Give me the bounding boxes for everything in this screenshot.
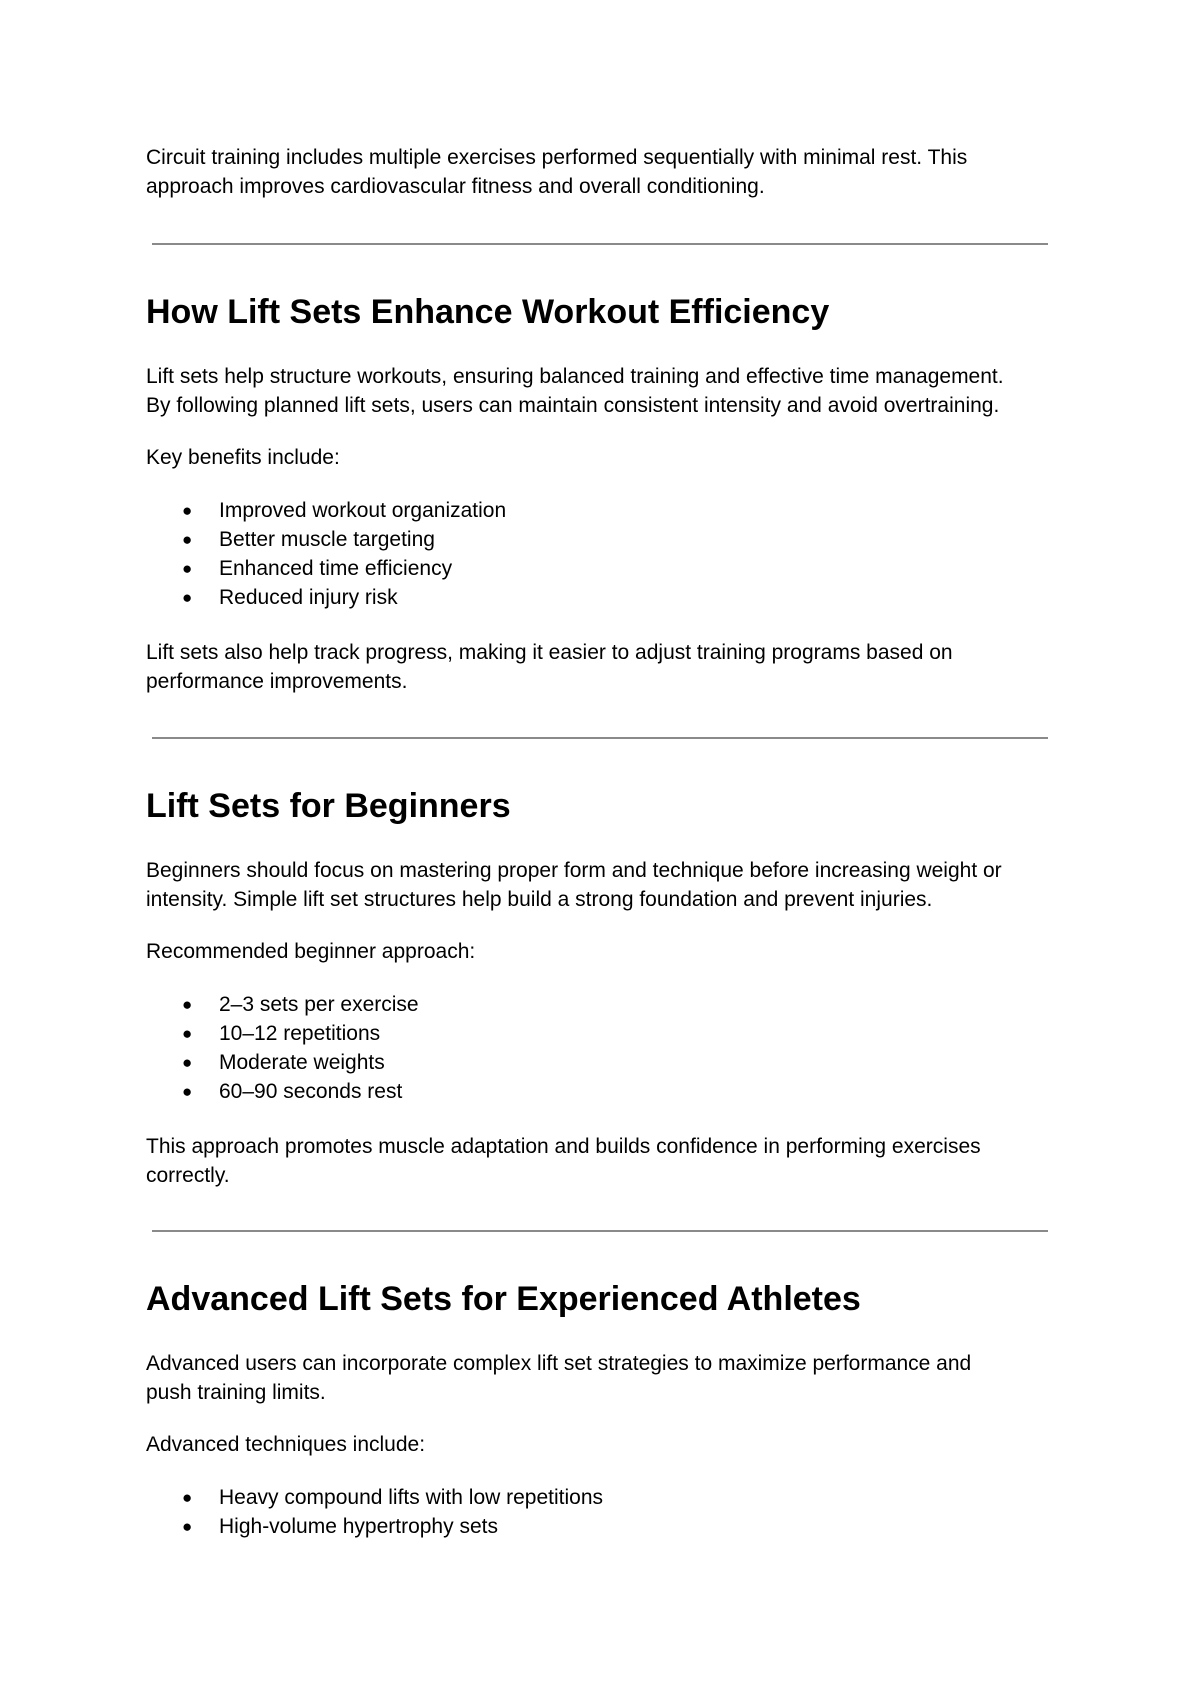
list-item-text: High-volume hypertrophy sets [219, 1515, 498, 1538]
paragraph-line: performance improvements. [146, 670, 408, 693]
bullet-icon: ● [182, 1053, 193, 1072]
section-heading: Advanced Lift Sets for Experienced Athletes [146, 1280, 861, 1318]
list-item-text: Reduced injury risk [219, 586, 398, 609]
bullet-list [146, 990, 1066, 1106]
paragraph-line: correctly. [146, 1164, 230, 1187]
paragraph-line: By following planned lift sets, users can maintain consistent intensity and avoid overtraining. [146, 394, 1000, 417]
paragraph-line: intensity. Simple lift set structures help build a strong foundation and prevent injuries. [146, 888, 933, 911]
paragraph-line: Lift sets help structure workouts, ensuring balanced training and effective time management. [146, 365, 1004, 388]
list-item-text: Heavy compound lifts with low repetitions [219, 1486, 604, 1509]
bullet-icon: ● [182, 588, 193, 607]
list-item [146, 1483, 1066, 1512]
list-intro-text: Key benefits include: [146, 446, 340, 469]
list-intro-text: Advanced techniques include: [146, 1433, 426, 1456]
list-item [146, 1077, 1066, 1106]
list-intro [146, 937, 1066, 966]
list-item [146, 990, 1066, 1019]
list-intro [146, 1430, 1066, 1459]
list-item [146, 1019, 1066, 1048]
section-heading: Lift Sets for Beginners [146, 787, 511, 825]
section-paragraph [146, 856, 1066, 914]
horizontal-rule [152, 243, 1048, 245]
bullet-icon: ● [182, 1082, 193, 1101]
list-item-text: 10–12 repetitions [219, 1022, 381, 1045]
paragraph-line: Advanced users can incorporate complex lift set strategies to maximize performance and [146, 1352, 972, 1375]
list-intro-text: Recommended beginner approach: [146, 940, 476, 963]
bullet-icon: ● [182, 1024, 193, 1043]
section-paragraph [146, 362, 1066, 420]
list-item [146, 1512, 1066, 1541]
section-paragraph [146, 1132, 1066, 1190]
list-item-text: Better muscle targeting [219, 528, 435, 551]
bullet-icon: ● [182, 559, 193, 578]
list-item-text: 60–90 seconds rest [219, 1080, 403, 1103]
bullet-icon: ● [182, 501, 193, 520]
list-item [146, 525, 1066, 554]
list-item [146, 1048, 1066, 1077]
horizontal-rule [152, 1230, 1048, 1232]
list-intro [146, 443, 1066, 472]
bullet-icon: ● [182, 1488, 193, 1507]
bullet-icon: ● [182, 530, 193, 549]
list-item [146, 583, 1066, 612]
list-item [146, 554, 1066, 583]
paragraph-line: Beginners should focus on mastering proper form and technique before increasing weight or [146, 859, 1002, 882]
paragraph-line: Circuit training includes multiple exercises performed sequentially with minimal rest. This [146, 146, 968, 169]
paragraph-line: This approach promotes muscle adaptation and builds confidence in performing exercises [146, 1135, 981, 1158]
section-paragraph [146, 638, 1066, 696]
paragraph-line: push training limits. [146, 1381, 326, 1404]
section-heading: How Lift Sets Enhance Workout Efficiency [146, 293, 830, 331]
paragraph-line: Lift sets also help track progress, making it easier to adjust training programs based on [146, 641, 953, 664]
horizontal-rule [152, 737, 1048, 739]
list-item [146, 496, 1066, 525]
bullet-icon: ● [182, 1517, 193, 1536]
list-item-text: 2–3 sets per exercise [219, 993, 419, 1016]
intro-paragraph [146, 143, 1066, 201]
list-item-text: Enhanced time efficiency [219, 557, 453, 580]
list-item-text: Improved workout organization [219, 499, 507, 522]
bullet-icon: ● [182, 995, 193, 1014]
section-paragraph [146, 1349, 1066, 1407]
paragraph-line: approach improves cardiovascular fitness and overall conditioning. [146, 175, 765, 198]
bullet-list [146, 1483, 1066, 1541]
list-item-text: Moderate weights [219, 1051, 385, 1074]
bullet-list [146, 496, 1066, 612]
